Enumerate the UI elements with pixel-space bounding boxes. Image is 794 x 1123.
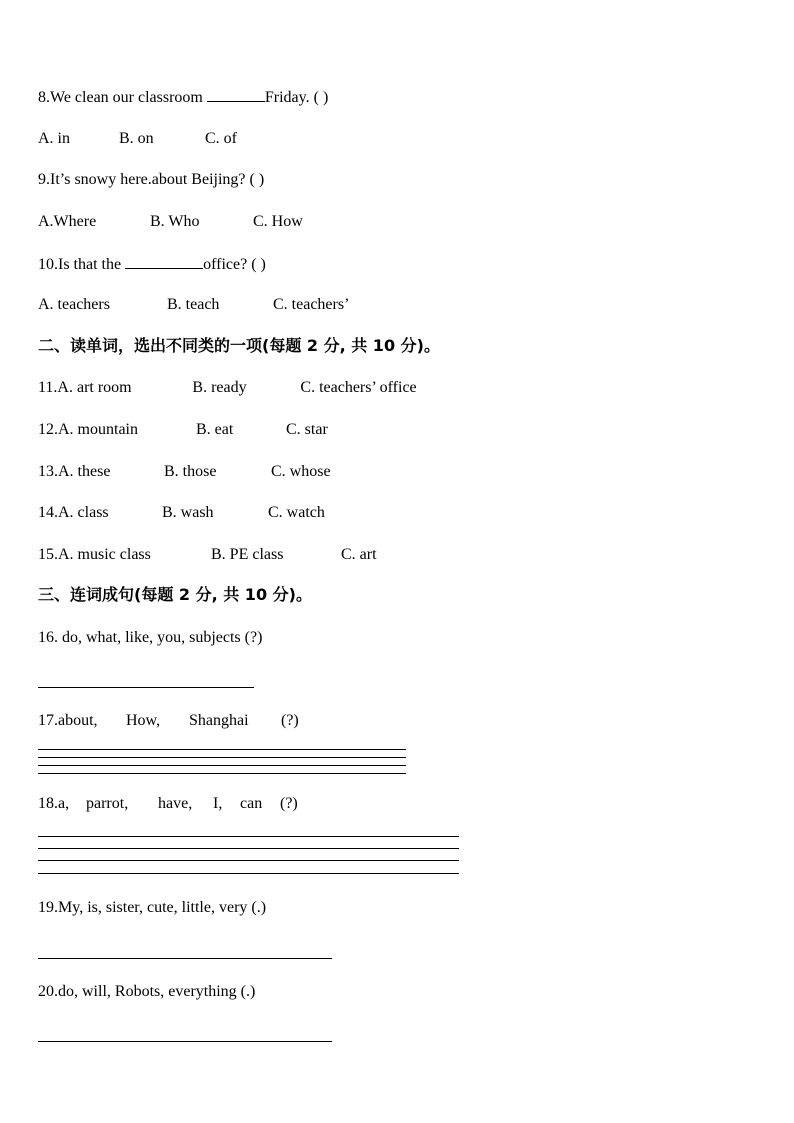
option-c[interactable]: C. of (205, 130, 237, 147)
question-15 (38, 545, 377, 565)
answer-line[interactable] (38, 687, 254, 688)
writing-line[interactable] (38, 836, 459, 837)
question-11 (38, 378, 417, 398)
section-2-title: 二、读单词，选出不同类的一项(每题 2 分, 共 10 分)。 (38, 336, 440, 355)
question-number: 13. (38, 463, 58, 480)
option-a[interactable]: A.Where (38, 213, 97, 230)
option-a[interactable]: A. in (38, 130, 70, 147)
question-8-prefix: 8.We clean our classroom (38, 89, 207, 106)
question-8-suffix: Friday. ( ) (264, 89, 329, 106)
option-a[interactable]: A. music class (58, 546, 151, 563)
question-13 (38, 462, 331, 482)
question-number: 18. (38, 795, 58, 812)
option-b[interactable]: B. wash (162, 504, 214, 521)
option-a[interactable]: A. mountain (58, 421, 138, 438)
writing-line[interactable] (38, 757, 406, 758)
writing-line[interactable] (38, 873, 459, 874)
question-10-suffix: office? ( ) (203, 256, 266, 273)
option-a[interactable]: A. class (58, 504, 109, 521)
question-number: 11. (38, 379, 58, 396)
option-c[interactable]: C. watch (268, 504, 325, 521)
question-9-options (38, 212, 303, 232)
option-b[interactable]: B. on (119, 130, 154, 147)
question-17 (38, 711, 299, 731)
answer-line[interactable] (38, 958, 332, 959)
section-3-title: 三、连词成句(每题 2 分, 共 10 分)。 (38, 585, 312, 604)
option-c[interactable]: C. art (341, 546, 377, 563)
word: parrot, (86, 795, 129, 812)
option-c[interactable]: C. whose (271, 463, 331, 480)
answer-blank[interactable] (125, 254, 203, 269)
option-b[interactable]: B. ready (192, 379, 247, 396)
word: about, (58, 712, 98, 729)
question-12 (38, 420, 328, 440)
question-8-options (38, 129, 237, 149)
question-19: 19.My, is, sister, cute, little, very (.) (38, 899, 267, 916)
question-20: 20.do, will, Robots, everything (.) (38, 983, 256, 1000)
writing-line[interactable] (38, 773, 406, 774)
question-9: 9.It’s snowy here.about Beijing? ( ) (38, 171, 265, 188)
question-10-options (38, 295, 349, 315)
option-b[interactable]: B. Who (150, 213, 200, 230)
option-a[interactable]: A. these (58, 463, 111, 480)
question-number: 17. (38, 712, 58, 729)
question-8 (38, 87, 328, 108)
word: can (240, 795, 263, 812)
word: have, (158, 795, 193, 812)
writing-line[interactable] (38, 749, 406, 750)
question-14 (38, 503, 325, 523)
word: Shanghai (189, 712, 249, 729)
question-10-prefix: 10.Is that the (38, 256, 126, 273)
question-number: 15. (38, 546, 58, 563)
option-b[interactable]: B. PE class (211, 546, 284, 563)
word: How, (126, 712, 161, 729)
option-b[interactable]: B. those (164, 463, 217, 480)
writing-line[interactable] (38, 765, 406, 766)
word: (?) (281, 712, 299, 729)
option-c[interactable]: C. teachers’ (273, 296, 350, 313)
question-number: 12. (38, 421, 58, 438)
writing-line[interactable] (38, 848, 459, 849)
word: (?) (280, 795, 298, 812)
question-10 (38, 254, 266, 275)
option-c[interactable]: C. star (286, 421, 328, 438)
answer-blank[interactable] (207, 87, 265, 102)
writing-line[interactable] (38, 860, 459, 861)
question-16: 16. do, what, like, you, subjects (?) (38, 629, 263, 646)
option-b[interactable]: B. eat (196, 421, 234, 438)
option-c[interactable]: C. How (253, 213, 303, 230)
word: I, (213, 795, 223, 812)
option-a[interactable]: A. teachers (38, 296, 110, 313)
question-18 (38, 794, 298, 814)
word: a, (58, 795, 70, 812)
option-a[interactable]: A. art room (57, 379, 132, 396)
answer-line[interactable] (38, 1041, 332, 1042)
option-b[interactable]: B. teach (167, 296, 220, 313)
option-c[interactable]: C. teachers’ office (300, 379, 417, 396)
question-number: 14. (38, 504, 58, 521)
